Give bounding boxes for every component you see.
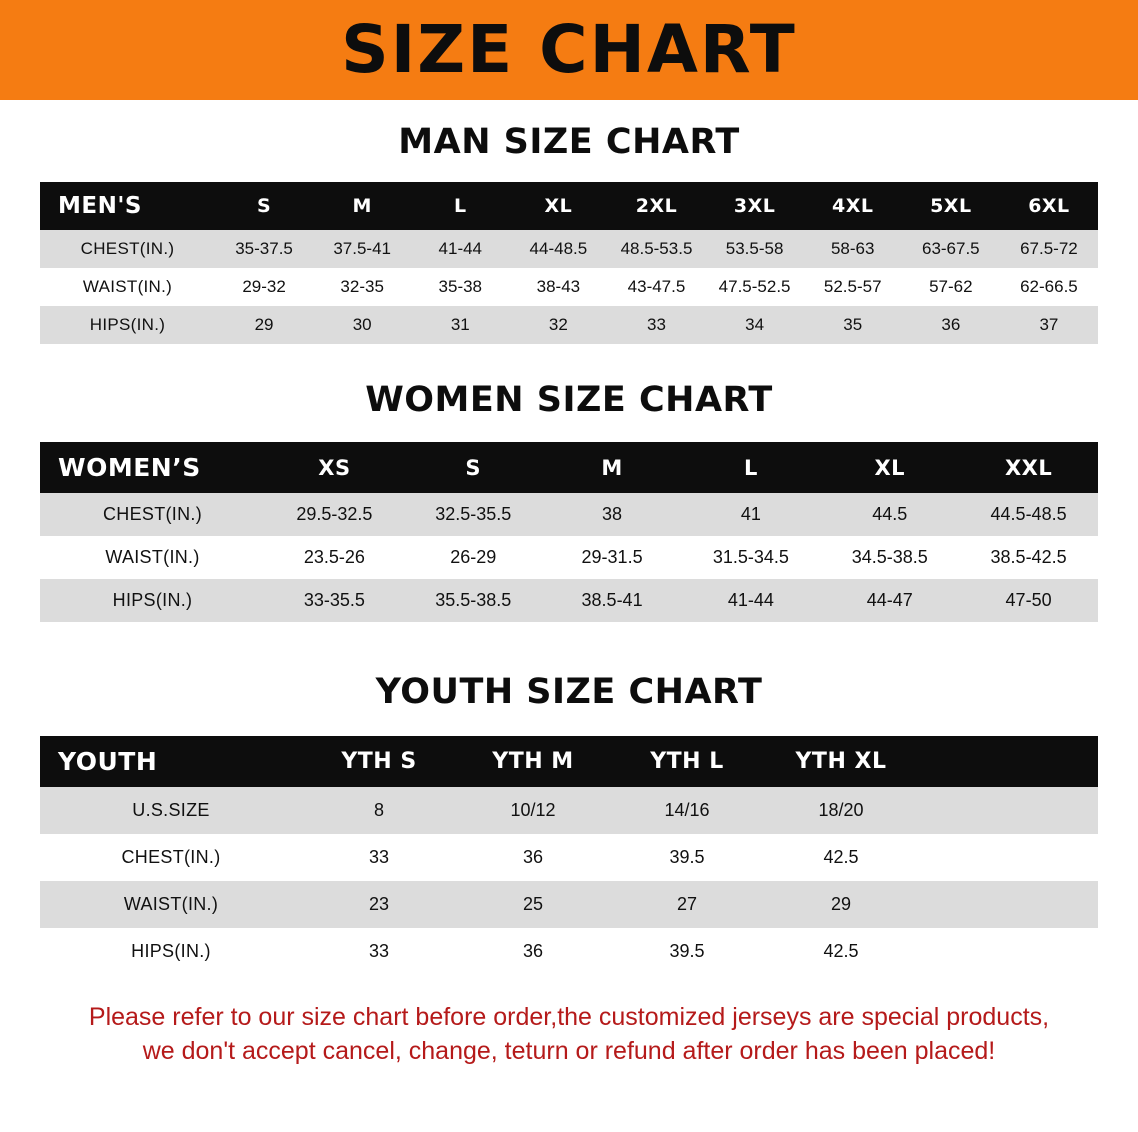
man-size-table xyxy=(40,182,1098,344)
cell: 42.5 xyxy=(764,928,918,975)
cell: 57-62 xyxy=(902,268,1000,306)
youth-corner-label: YOUTH xyxy=(58,747,158,776)
cell: 38-43 xyxy=(509,268,607,306)
women-col-header: XL xyxy=(874,455,906,480)
cell: 10/12 xyxy=(456,787,610,834)
youth-table-head xyxy=(40,736,1098,787)
cell: 32 xyxy=(509,306,607,344)
cell: 35.5-38.5 xyxy=(404,579,543,622)
cell: 32-35 xyxy=(313,268,411,306)
youth-col-header: YTH M xyxy=(492,749,574,774)
cell: 29-31.5 xyxy=(543,536,682,579)
cell: 37 xyxy=(1000,306,1098,344)
cell: 29 xyxy=(215,306,313,344)
cell: 23.5-26 xyxy=(265,536,404,579)
man-table-wrap xyxy=(0,182,1138,344)
cell: 38 xyxy=(543,493,682,536)
cell: 38.5-41 xyxy=(543,579,682,622)
row-label: WAIST(IN.) xyxy=(40,881,302,928)
disclaimer-note xyxy=(34,1001,1104,1069)
cell: 44-48.5 xyxy=(509,230,607,268)
man-col-header: 3XL xyxy=(733,195,776,217)
cell: 30 xyxy=(313,306,411,344)
cell: 67.5-72 xyxy=(1000,230,1098,268)
man-col-header: 5XL xyxy=(930,195,972,217)
youth-size-table xyxy=(40,736,1098,975)
women-table-head xyxy=(40,442,1098,493)
table-row xyxy=(40,493,1098,536)
man-table-head xyxy=(40,182,1098,230)
women-col-header: XS xyxy=(318,455,351,480)
cell: 43-47.5 xyxy=(607,268,705,306)
cell: 34 xyxy=(706,306,804,344)
row-label: WAIST(IN.) xyxy=(40,268,215,306)
table-row xyxy=(40,268,1098,306)
cell: 62-66.5 xyxy=(1000,268,1098,306)
cell: 25 xyxy=(456,881,610,928)
cell: 23 xyxy=(302,881,456,928)
cell: 41 xyxy=(681,493,820,536)
youth-col-header: YTH S xyxy=(341,749,417,774)
disclaimer-line-1: Please refer to our size chart before order,the customized jerseys are special products, xyxy=(88,1003,1050,1031)
cell: 14/16 xyxy=(610,787,764,834)
cell: 52.5-57 xyxy=(804,268,902,306)
cell: 36 xyxy=(456,834,610,881)
cell: 44-47 xyxy=(820,579,959,622)
women-size-table xyxy=(40,442,1098,622)
cell: 31 xyxy=(411,306,509,344)
women-corner-label: WOMEN’S xyxy=(58,453,201,482)
banner xyxy=(0,0,1138,100)
table-row xyxy=(40,536,1098,579)
row-label: HIPS(IN.) xyxy=(40,306,215,344)
table-row xyxy=(40,928,1098,975)
row-label: CHEST(IN.) xyxy=(40,230,215,268)
row-label: CHEST(IN.) xyxy=(40,493,265,536)
cell: 27 xyxy=(610,881,764,928)
man-corner-label: MEN'S xyxy=(58,193,142,219)
youth-table-body xyxy=(40,787,1098,975)
women-col-header: XXL xyxy=(1004,455,1053,480)
cell: 44.5 xyxy=(820,493,959,536)
page-title: SIZE CHART xyxy=(341,11,797,88)
row-label: CHEST(IN.) xyxy=(40,834,302,881)
cell: 29-32 xyxy=(215,268,313,306)
women-col-header: L xyxy=(743,455,758,480)
cell: 63-67.5 xyxy=(902,230,1000,268)
cell: 42.5 xyxy=(764,834,918,881)
cell: 36 xyxy=(902,306,1000,344)
man-col-header: 6XL xyxy=(1028,195,1070,217)
cell: 48.5-53.5 xyxy=(607,230,705,268)
man-table-body xyxy=(40,230,1098,344)
cell: 58-63 xyxy=(804,230,902,268)
women-col-header: S xyxy=(465,455,482,480)
women-table-wrap xyxy=(0,442,1138,622)
man-section-heading: MAN SIZE CHART xyxy=(398,122,740,162)
cell: 39.5 xyxy=(610,928,764,975)
disclaimer-line-2: we don't accept cancel, change, teturn or refund after order has been placed! xyxy=(142,1036,996,1065)
table-row xyxy=(40,579,1098,622)
women-table-body xyxy=(40,493,1098,622)
cell-spacer xyxy=(918,928,1098,975)
cell: 38.5-42.5 xyxy=(959,536,1098,579)
cell: 47-50 xyxy=(959,579,1098,622)
man-col-header: M xyxy=(352,195,372,217)
man-col-header: S xyxy=(256,195,272,217)
youth-spacer-header xyxy=(918,736,1098,787)
youth-col-header: YTH L xyxy=(650,749,724,774)
row-label: WAIST(IN.) xyxy=(40,536,265,579)
table-row xyxy=(40,881,1098,928)
cell: 39.5 xyxy=(610,834,764,881)
cell: 41-44 xyxy=(681,579,820,622)
youth-table-wrap xyxy=(0,736,1138,975)
youth-section-heading: YOUTH SIZE CHART xyxy=(375,672,763,712)
cell: 47.5-52.5 xyxy=(706,268,804,306)
table-header-row xyxy=(40,442,1098,493)
women-col-header: M xyxy=(601,455,623,480)
man-col-header: 2XL xyxy=(635,195,678,217)
table-row xyxy=(40,834,1098,881)
youth-col-header: YTH XL xyxy=(795,749,887,774)
row-label: HIPS(IN.) xyxy=(40,928,302,975)
row-label: U.S.SIZE xyxy=(40,787,302,834)
cell-spacer xyxy=(918,881,1098,928)
man-col-header: XL xyxy=(544,195,573,217)
table-header-row xyxy=(40,736,1098,787)
cell: 29.5-32.5 xyxy=(265,493,404,536)
table-header-row xyxy=(40,182,1098,230)
cell: 35-37.5 xyxy=(215,230,313,268)
cell: 31.5-34.5 xyxy=(681,536,820,579)
cell: 32.5-35.5 xyxy=(404,493,543,536)
cell: 29 xyxy=(764,881,918,928)
table-row xyxy=(40,230,1098,268)
cell: 33 xyxy=(302,834,456,881)
cell-spacer xyxy=(918,834,1098,881)
cell: 41-44 xyxy=(411,230,509,268)
cell: 35 xyxy=(804,306,902,344)
cell: 37.5-41 xyxy=(313,230,411,268)
cell: 33-35.5 xyxy=(265,579,404,622)
cell-spacer xyxy=(918,787,1098,834)
cell: 8 xyxy=(302,787,456,834)
table-row xyxy=(40,787,1098,834)
man-col-header: L xyxy=(453,195,467,217)
cell: 53.5-58 xyxy=(706,230,804,268)
table-row xyxy=(40,306,1098,344)
cell: 34.5-38.5 xyxy=(820,536,959,579)
cell: 33 xyxy=(302,928,456,975)
cell: 36 xyxy=(456,928,610,975)
cell: 44.5-48.5 xyxy=(959,493,1098,536)
women-section-heading: WOMEN SIZE CHART xyxy=(365,380,773,420)
row-label: HIPS(IN.) xyxy=(40,579,265,622)
cell: 33 xyxy=(607,306,705,344)
cell: 18/20 xyxy=(764,787,918,834)
cell: 35-38 xyxy=(411,268,509,306)
man-col-header: 4XL xyxy=(831,195,874,217)
cell: 26-29 xyxy=(404,536,543,579)
